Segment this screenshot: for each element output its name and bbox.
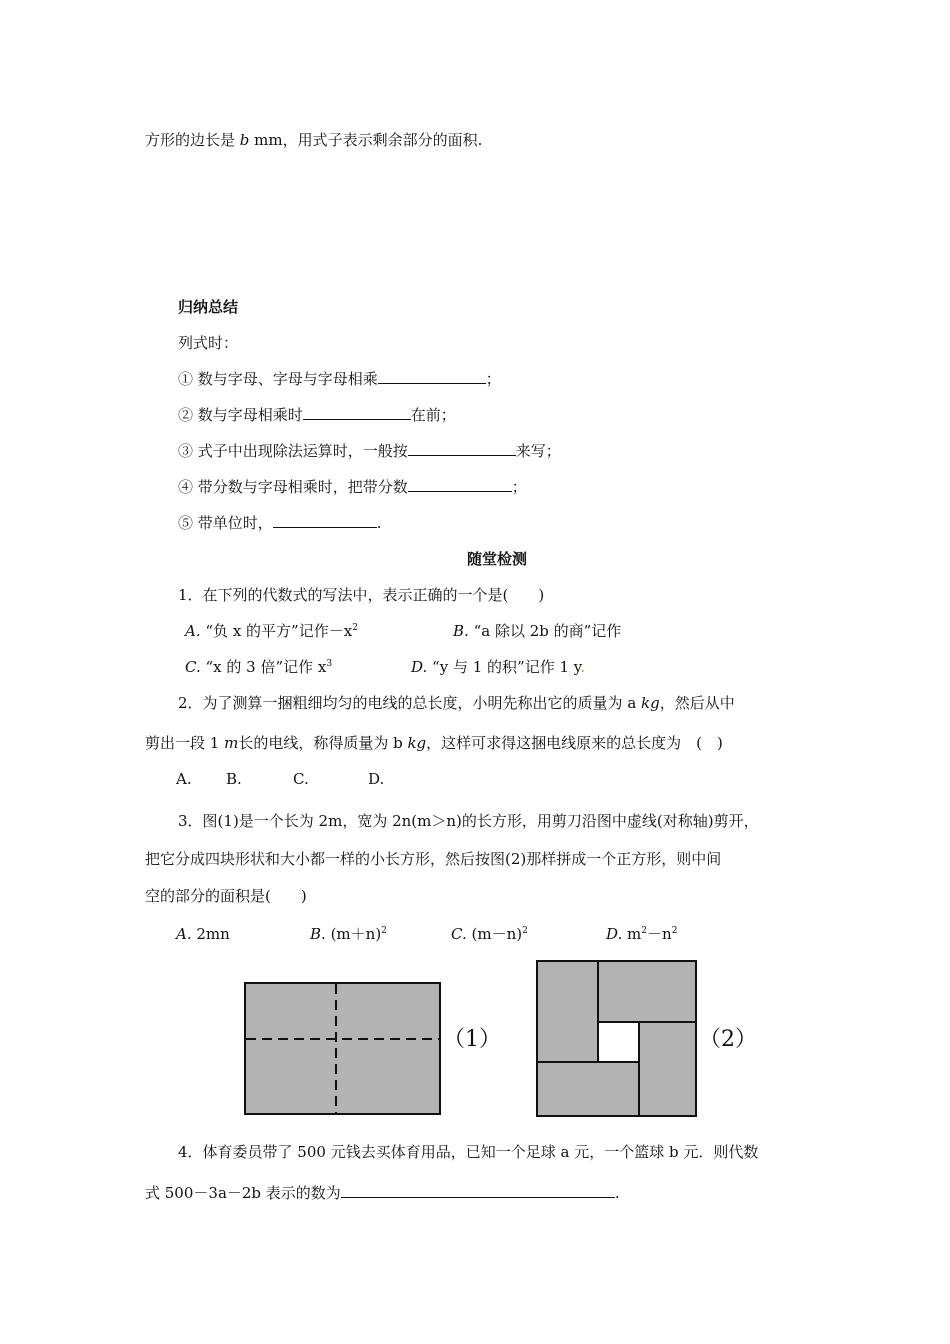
center-hole (598, 1022, 639, 1062)
exponent: 2 (641, 926, 648, 936)
summary-item (178, 513, 382, 533)
exponent: 2 (352, 623, 358, 633)
answer-blank[interactable] (378, 369, 486, 384)
text-fragment: ，然后从中 (659, 694, 735, 712)
summary-item (178, 405, 456, 425)
orange-dot: . (580, 658, 586, 676)
item-text: ③ 式子中出现除法运算时，一般按 (178, 442, 408, 460)
option-letter: A. (176, 925, 192, 943)
text-fragment: 式 500－3a－2b 表示的数为 (145, 1184, 341, 1202)
option-text: “y 与 1 的积”记作 1 y (432, 658, 581, 676)
rectangle-shape (245, 983, 440, 1114)
question-3-line-1: 3．图(1)是一个长为 2m，宽为 2n(m＞n)的长方形，用剪刀沿图中虚线(对称轴)剪开， (178, 812, 759, 830)
variable-b: b (239, 131, 250, 149)
quiz-heading: 随堂检测 (467, 550, 528, 568)
answer-blank[interactable] (408, 441, 516, 456)
q1-option-a[interactable] (185, 621, 358, 641)
answer-blank[interactable] (341, 1183, 615, 1198)
summary-heading: 归纳总结 (178, 298, 239, 316)
figure-1-rectangle (244, 982, 442, 1116)
option-text: m (627, 925, 642, 943)
summary-item (178, 441, 561, 461)
exponent: 2 (381, 926, 387, 936)
question-4-line-2 (145, 1183, 620, 1203)
text-fragment: 方形的边长是 (145, 131, 236, 149)
option-letter: D. (411, 658, 428, 676)
answer-blank[interactable] (408, 477, 512, 492)
exponent: 2 (522, 926, 528, 936)
option-text: 2mn (196, 925, 230, 943)
option-text: －n (647, 925, 672, 943)
q2-option-c[interactable]: C. (293, 770, 309, 788)
summary-item (178, 477, 527, 497)
text-fragment: mm，用式子表示剩余部分的面积. (249, 131, 483, 149)
q2-option-a[interactable]: A. (176, 770, 192, 788)
text-fragment: ，这样可求得这捆电线原来的总长度为 ( ) (426, 734, 723, 752)
q1-option-c[interactable] (185, 657, 332, 677)
unit-kg: kg (407, 734, 427, 752)
q3-option-d[interactable] (606, 924, 677, 944)
item-text: 来写； (515, 442, 561, 460)
option-letter: C. (451, 925, 467, 943)
figure-2-label: （2） (699, 1027, 757, 1052)
q3-option-b[interactable] (310, 924, 387, 944)
question-2-line-1 (178, 693, 735, 713)
item-text: ④ 带分数与字母相乘时，把带分数 (178, 478, 408, 496)
unit-m: m (224, 734, 239, 752)
item-text: ① 数与字母、字母与字母相乘 (178, 370, 378, 388)
figure-1-label: （1） (443, 1027, 501, 1052)
q1-option-d[interactable] (411, 657, 585, 677)
q2-option-b[interactable]: B. (226, 770, 242, 788)
summary-intro: 列式时： (178, 334, 239, 352)
item-text: ； (511, 478, 527, 496)
option-text: “负 x 的平方”记作－x (205, 622, 353, 640)
option-text: “a 除以 2b 的商”记作 (473, 622, 622, 640)
q3-option-c[interactable] (451, 924, 528, 944)
text-fragment: . (614, 1184, 620, 1202)
option-letter: B. (310, 925, 326, 943)
option-letter: B. (453, 622, 469, 640)
continued-problem-text (145, 130, 482, 150)
item-text: 在前； (410, 406, 456, 424)
option-letter: A. (185, 622, 201, 640)
item-text: ⑤ 带单位时， (178, 514, 273, 532)
question-4-line-1: 4．体育委员带了 500 元钱去买体育用品，已知一个足球 a 元，一个篮球 b 元．则代数 (178, 1143, 759, 1161)
option-text: (m＋n) (330, 925, 382, 943)
text-fragment: 2．为了测算一捆粗细均匀的电线的总长度，小明先称出它的质量为 a (178, 694, 642, 712)
question-1-stem: 1．在下列的代数式的写法中，表示正确的一个是( ) (178, 586, 545, 604)
figure-2-square (536, 960, 698, 1118)
unit-kg: kg (641, 694, 660, 712)
option-letter: D. (606, 925, 623, 943)
text-fragment: 剪出一段 1 (145, 734, 225, 752)
option-text: (m－n) (471, 925, 523, 943)
option-text: “x 的 3 倍”记作 x (205, 658, 327, 676)
question-2-line-2 (145, 733, 723, 753)
item-text: ； (485, 370, 501, 388)
question-3-line-3: 空的部分的面积是( ) (145, 887, 307, 905)
summary-item (178, 369, 501, 389)
q3-option-a[interactable] (176, 924, 230, 944)
answer-blank[interactable] (303, 405, 411, 420)
q1-option-b[interactable] (453, 621, 621, 641)
answer-blank[interactable] (273, 513, 377, 528)
item-text: ② 数与字母相乘时 (178, 406, 303, 424)
option-letter: C. (185, 658, 201, 676)
exponent: 2 (671, 926, 678, 936)
q2-option-d[interactable]: D. (368, 770, 385, 788)
exponent: 3 (326, 659, 333, 669)
item-text: . (376, 514, 382, 532)
question-3-line-2: 把它分成四块形状和大小都一样的小长方形，然后按图(2)那样拼成一个正方形，则中间 (145, 850, 722, 868)
text-fragment: 长的电线，称得质量为 b (238, 734, 408, 752)
